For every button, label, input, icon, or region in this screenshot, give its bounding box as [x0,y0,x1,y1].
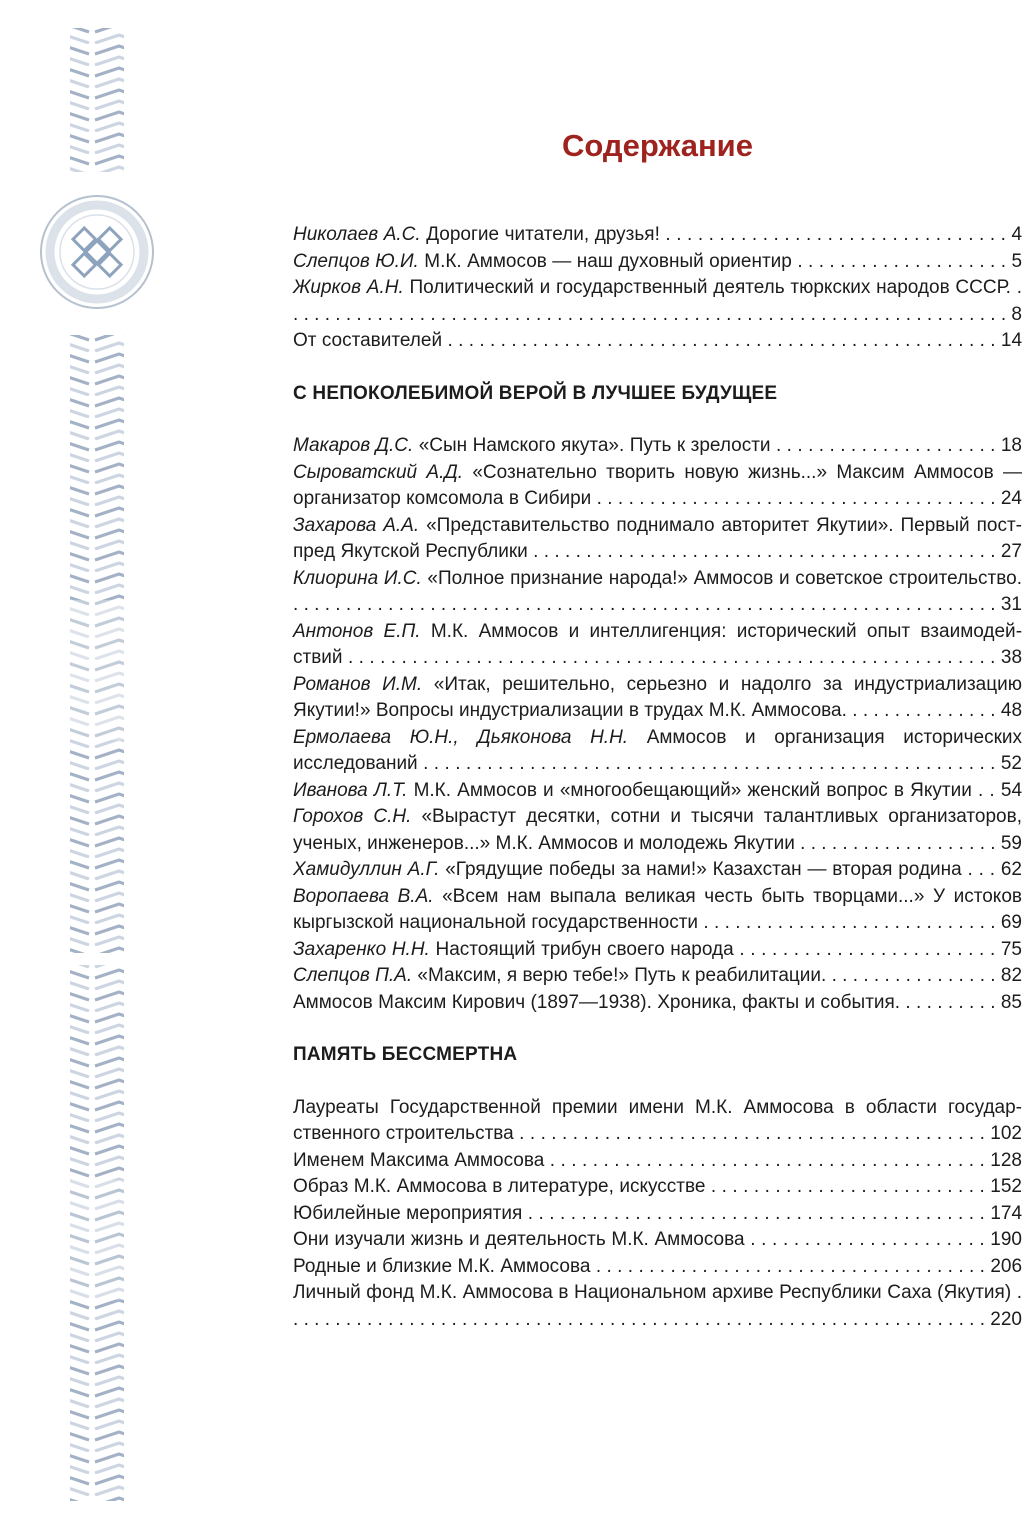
toc-dot-leader: . . . . . . . . . . . . . . . . . . . . . . . . . . [710,1176,991,1197]
toc-entry-page: 128 [990,1149,1022,1171]
toc-entry-author: Ермолаева Ю.Н., Дьяконова Н.Н. [293,726,629,748]
toc-section [293,381,1022,1017]
toc-entry [293,460,1022,513]
toc-body [293,222,1022,1333]
toc-entry-title: Дорогие читатели, друзья! [426,224,660,245]
toc-entry-author: Захарова А.А. [293,514,420,536]
toc-entry [293,513,1022,566]
toc-entry-title: «Итак, решительно, серьезно и надолго за индустриализацию Якутии!» Вопросы индустриализации в трудах М.К. Аммосова. [293,673,1022,721]
toc-dot-leader: . . . . . . . . . . . . . . . . . . . . . . . . . . . . . . . . . . . . . . [596,488,1001,509]
toc-dot-leader: . . . . . . . . . . . . . . . . . . . . . [775,435,1001,456]
toc-entry-page: 152 [990,1176,1022,1197]
toc-entry [293,275,1022,328]
toc-dot-leader: . . . . . . . . . . . . . . . . . . . . . . . . . . . . . . . . . . . . . . . . . . . . . . . . . . . . [447,330,1001,351]
toc-entry-page: 69 [1000,912,1022,933]
toc-entry [293,1148,1022,1175]
toc-entry-author: Жирков А.Н. [293,277,404,298]
toc-entry-title: «Сознательно творить новую жизнь...» Максим Аммосов — организатор комсомола в Сибири [293,461,1022,509]
toc-entry [293,884,1022,937]
toc-entry-page: 38 [1000,647,1023,668]
toc-entry-author: Иванова Л.Т. [293,779,408,801]
toc-entry-title: Юбилейные мероприятия [293,1202,523,1224]
toc-entry-title: Они изучали жизнь и деятельность М.К. Аммосова [293,1229,745,1250]
toc-entry [293,725,1022,778]
toc-entry-author: Воропаева В.А. [293,885,434,907]
toc-entry [293,672,1022,725]
toc-entry-page: 75 [1000,938,1022,960]
toc-entry-title: Аммосов и организация исторических исследований [293,726,1022,774]
page-title: Содержание [562,128,753,163]
toc-entry-page: 5 [1011,250,1023,272]
toc-entry-title: Политический и государственный деятель тюркских народов СССР. [409,277,1011,298]
toc-entry-page: 52 [1000,753,1022,774]
toc-entry-page: 85 [1000,991,1022,1013]
toc-entry-author: Захаренко Н.Н. [293,938,430,960]
toc-entry-page: 174 [990,1202,1023,1224]
toc-dot-leader: . . . . . . . . . . . . . . [852,700,1001,721]
toc-entry-title: Родные и близкие М.К. Аммосова [293,1255,591,1277]
toc-entry-page: 59 [1000,832,1022,854]
toc-entry-page: 82 [1000,965,1023,986]
toc-dot-leader: . . . . . . . . . [905,991,1001,1013]
toc-entry-page: 4 [1011,224,1023,245]
toc-dot-leader: . . . . . . . . . . . . . . . . . . . . . . . . . . . . . . . . . . . . . . . . . . . . . . . . . . . . . . . . . . . . . . . . . . . [293,594,1001,615]
toc-entry-author: Сыроватский А.Д. [293,461,464,483]
toc-entry-title: «Полное признание народа!» Аммосов и советское строительство. [427,567,1022,589]
toc-entry [293,1201,1022,1228]
toc-dot-leader: . . . . . . . . . . . . . . . . . . . . . . . . . . . . . . . . . . . . . [595,1255,991,1277]
toc-entry-title: М.К. Аммосов и интеллигенция: исторический опыт взаимодействий [293,620,1023,668]
toc-section [293,1042,1022,1333]
ornament-border-icon [38,0,158,1521]
toc-dot-leader: . . . [967,859,1001,880]
toc-dot-leader: . . [978,779,1001,801]
toc-entry-author: Горохов С.Н. [293,806,412,827]
toc-entry [293,937,1022,964]
toc-dot-leader: . . . . . . . . . . . . . . . . . . . . . . . . . . . . . . . . . . . . . . . . . . . [527,1202,991,1224]
toc-entry [293,328,1022,355]
toc-entry [293,804,1022,857]
toc-dot-leader: . . . . . . . . . . . . . . . . . . . . . . . . . . . . . . . . . . . . . . . . . . . . . . . . . . . . . . [423,753,1001,774]
toc-entry-title: Настоящий трибун своего народа [435,938,734,960]
toc-entry [293,963,1022,990]
toc-entry-page: 18 [1000,435,1022,456]
toc-entry-page: 24 [1000,488,1022,509]
toc-dot-leader: . . . . . . . . . . . . . . . . [831,965,1001,986]
toc-dot-leader: . . . . . . . . . . . . . . . . . . . . . . . . . . . . . . . . [665,224,1012,245]
toc-entry-title: «Вырастут десятки, сотни и тысячи талантливых организаторов, ученых, инженеров...» М.К. Аммосов и молодежь Якутии [293,806,1022,854]
toc-entry-title: «Максим, я верю тебе!» Путь к реабилитации. [417,965,827,986]
toc-entry-author: Клиорина И.С. [293,567,422,589]
toc-entry-page: 62 [1000,859,1022,880]
toc-entry-page: 54 [1000,779,1023,801]
toc-dot-leader: . . . . . . . . . . . . . . . . . . . . . . . . . . . . . . . . . . . . . . . . . . . . [533,541,1001,562]
toc-entry [293,1174,1022,1201]
toc-entry [293,1280,1022,1333]
toc-entry-title: «Всем нам выпала великая честь быть творцами...» У истоков кыргызской национальной государственности [293,885,1022,933]
toc-entry-title: «Представительство поднимало авторитет Якутии». Первый постпред Якутской Республики [293,514,1022,562]
toc-entry-page: 14 [1000,330,1023,351]
toc-entry-author: Слепцов Ю.И. [293,250,419,272]
section-header: С НЕПОКОЛЕБИМОЙ ВЕРОЙ В ЛУЧШЕЕ БУДУЩЕЕ [293,382,778,404]
ornament-medallion-icon [41,196,153,308]
toc-entry [293,778,1022,805]
toc-entry [293,857,1022,884]
toc-dot-leader: . . . . . . . . . . . . . . . . . . . [800,832,1001,854]
toc-entry-title: М.К. Аммосов — наш духовный ориентир [424,250,792,272]
toc-dot-leader: . . . . . . . . . . . . . . . . . . . . . . . . . . . . . . . . . . . . . . . . . . . . . . . . . . . . . . . . . . . . . [347,647,1001,668]
toc-entry-title: «Грядущие победы за нами!» Казахстан — вторая родина [445,859,962,880]
toc-entry-title: Личный фонд М.К. Аммосова в Национальном архиве Республики Саха (Якутия) [293,1282,1012,1303]
toc-entry-page: 31 [1000,594,1022,615]
toc-entry-author: Романов И.М. [293,673,423,695]
toc-dot-leader: . . . . . . . . . . . . . . . . . . . . . . . . . . . . . . . . . . . . . . . . . . . . [519,1123,991,1144]
toc-content [293,0,1022,1333]
toc-entry-title: Именем Максима Аммосова [293,1149,545,1171]
toc-entry-page: 8 [1011,303,1022,325]
toc-entry [293,566,1022,619]
toc-entry [293,222,1022,249]
toc-dot-leader: . . . . . . . . . . . . . . . . . . . . [797,250,1012,272]
toc-entry [293,249,1022,276]
toc-entry-title: Аммосов Максим Кирович (1897—1938). Хроника, факты и события. [293,991,901,1013]
toc-entry [293,619,1022,672]
toc-entry-author: Хамидуллин А.Г. [293,859,440,880]
toc-dot-leader: . . . . . . . . . . . . . . . . . . . . . . . . . . . . . . . . . . . . . . . . . [549,1149,991,1171]
toc-entry [293,433,1022,460]
toc-dot-leader: . . . . . . . . . . . . . . . . . . . . . . . . . . . . . . . . . . . . . . . . . . . . . . . . . . . . . . . . . . . . . . . . . . . . . [293,277,1022,325]
toc-entry-author: Антонов Е.П. [293,620,421,642]
toc-entry-page: 48 [1000,700,1023,721]
toc-entry-author: Слепцов П.А. [293,965,413,986]
section-header: ПАМЯТЬ БЕССМЕРТНА [293,1044,518,1065]
toc-entry-page: 220 [990,1308,1022,1330]
toc-dot-leader: . . . . . . . . . . . . . . . . . . . . . . . . . . . . [703,912,1001,933]
toc-dot-leader: . . . . . . . . . . . . . . . . . . . . . . [750,1229,991,1250]
toc-dot-leader: . . . . . . . . . . . . . . . . . . . . . . . . [739,938,1001,960]
toc-entry-title: От составителей [293,330,443,351]
toc-dot-leader: . . . . . . . . . . . . . . . . . . . . . . . . . . . . . . . . . . . . . . . . . . . . . . . . . . . . . . . . . . . . . . . . . . . [293,1282,1023,1330]
toc-entry-title: М.К. Аммосов и «многообещающий» женский вопрос в Якутии [413,779,972,801]
toc-entry-page: 190 [990,1229,1022,1250]
toc-entry-title: Лауреаты Государственной премии имени М.К. Аммосова в области государственного строительства [293,1096,1022,1144]
toc-entry-page: 206 [990,1255,1023,1277]
toc-entry-author: Николаев А.С. [293,224,421,245]
toc-entry [293,990,1022,1017]
toc-entry [293,1227,1022,1254]
toc-entry-page: 27 [1000,541,1022,562]
toc-entry-author: Макаров Д.С. [293,435,414,456]
toc-entry-title: «Сын Намского якута». Путь к зрелости [418,435,771,456]
toc-section [293,222,1022,355]
toc-entry [293,1095,1022,1148]
toc-entry-page: 102 [990,1123,1022,1144]
toc-entry-title: Образ М.К. Аммосова в литературе, искусстве [293,1176,706,1197]
toc-entry [293,1254,1022,1281]
